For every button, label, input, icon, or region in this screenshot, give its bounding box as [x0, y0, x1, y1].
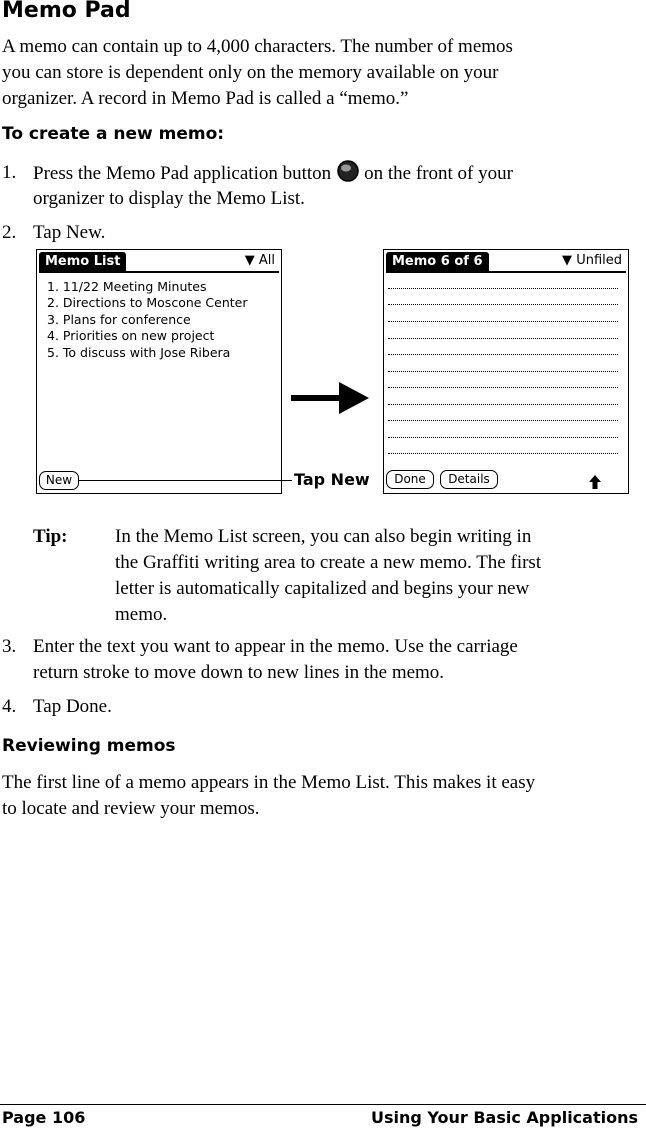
memo-pad-app-button-icon: [337, 160, 359, 182]
subheading-create-memo: To create a new memo:: [2, 124, 225, 144]
memo-text-line[interactable]: [388, 371, 618, 372]
step-text: [33, 160, 643, 187]
step-text-continued: organizer to display the Memo List.: [33, 188, 305, 209]
step-text: [33, 634, 518, 686]
memo-text-line[interactable]: [388, 437, 618, 438]
step-text: Tap Done.: [33, 696, 112, 717]
page-title: Memo Pad: [2, 0, 131, 23]
title-rule: [39, 271, 279, 273]
new-button[interactable]: New: [39, 471, 79, 490]
title-rule: [386, 271, 626, 273]
category-picker[interactable]: [562, 253, 622, 268]
memo-text-line[interactable]: [388, 387, 618, 388]
subheading-reviewing-memos: Reviewing memos: [2, 736, 176, 756]
footer-rule: [0, 1104, 646, 1105]
memo-list-item[interactable]: 2. Directions to Moscone Center: [47, 295, 248, 310]
memo-text-line[interactable]: [388, 453, 618, 454]
memo-text-line[interactable]: [388, 321, 618, 322]
step-line: Enter the text you want to appear in the memo. Use the carriage: [33, 636, 518, 657]
intro-line: you can store is dependent only on the memory available on your: [2, 62, 499, 83]
memo-list-item[interactable]: 5. To discuss with Jose Ribera: [47, 345, 231, 360]
right-arrow-icon: [291, 380, 371, 416]
intro-line: A memo can contain up to 4,000 characters. The number of memos: [2, 36, 513, 57]
memo-text-line[interactable]: [388, 288, 618, 289]
step-number: 2.: [2, 222, 17, 243]
step-text-part: Press the Memo Pad application button: [33, 163, 332, 184]
step-line: return stroke to move down to new lines in the memo.: [33, 662, 445, 683]
done-button[interactable]: Done: [386, 470, 434, 489]
intro-paragraph: [2, 34, 513, 112]
tip-label: Tip:: [33, 526, 68, 547]
page-number: Page 106: [2, 1108, 86, 1127]
memo-list-item[interactable]: 3. Plans for conference: [47, 312, 191, 327]
screen-title-tab: Memo List: [39, 252, 126, 272]
memo-list-item[interactable]: 4. Priorities on new project: [47, 328, 215, 343]
category-label: All: [258, 253, 275, 268]
tip-line: the Graffiti writing area to create a new memo. The first: [115, 552, 542, 573]
memo-text-line[interactable]: [388, 404, 618, 405]
review-paragraph: [2, 770, 535, 822]
section-title: Using Your Basic Applications: [370, 1108, 638, 1127]
tip-text: [115, 524, 640, 628]
category-picker[interactable]: [245, 253, 275, 268]
review-line: to locate and review your memos.: [2, 798, 260, 819]
step-text-part: on the front of your: [364, 163, 513, 184]
step-number: 3.: [2, 636, 17, 657]
memo-text-line[interactable]: [388, 420, 618, 421]
intro-line: organizer. A record in Memo Pad is called a “memo.”: [2, 88, 409, 109]
shift-up-arrow-icon: [588, 474, 602, 490]
memo-text-line[interactable]: [388, 304, 618, 305]
screen-title-tab: Memo 6 of 6: [386, 252, 489, 272]
details-button[interactable]: Details: [440, 470, 498, 489]
chevron-down-icon: ▼: [562, 253, 573, 268]
tip-line: memo.: [115, 604, 168, 625]
review-line: The first line of a memo appears in the Memo List. This makes it easy: [2, 772, 536, 793]
step-number: 1.: [2, 162, 17, 183]
memo-edit-screen: [383, 249, 629, 494]
step-text: Tap New.: [33, 222, 106, 243]
category-label: Unfiled: [576, 253, 622, 268]
memo-list-screen: [36, 249, 282, 494]
memo-list-item[interactable]: 1. 11/22 Meeting Minutes: [47, 279, 207, 294]
chevron-down-icon: ▼: [244, 253, 255, 268]
memo-text-line[interactable]: [388, 354, 618, 355]
step-number: 4.: [2, 696, 17, 717]
tip-line: letter is automatically capitalized and begins your new: [115, 578, 530, 599]
memo-text-line[interactable]: [388, 338, 618, 339]
callout-leader-line: [78, 480, 292, 481]
callout-label: Tap New: [294, 470, 370, 489]
tip-line: In the Memo List screen, you can also begin writing in: [115, 526, 532, 547]
